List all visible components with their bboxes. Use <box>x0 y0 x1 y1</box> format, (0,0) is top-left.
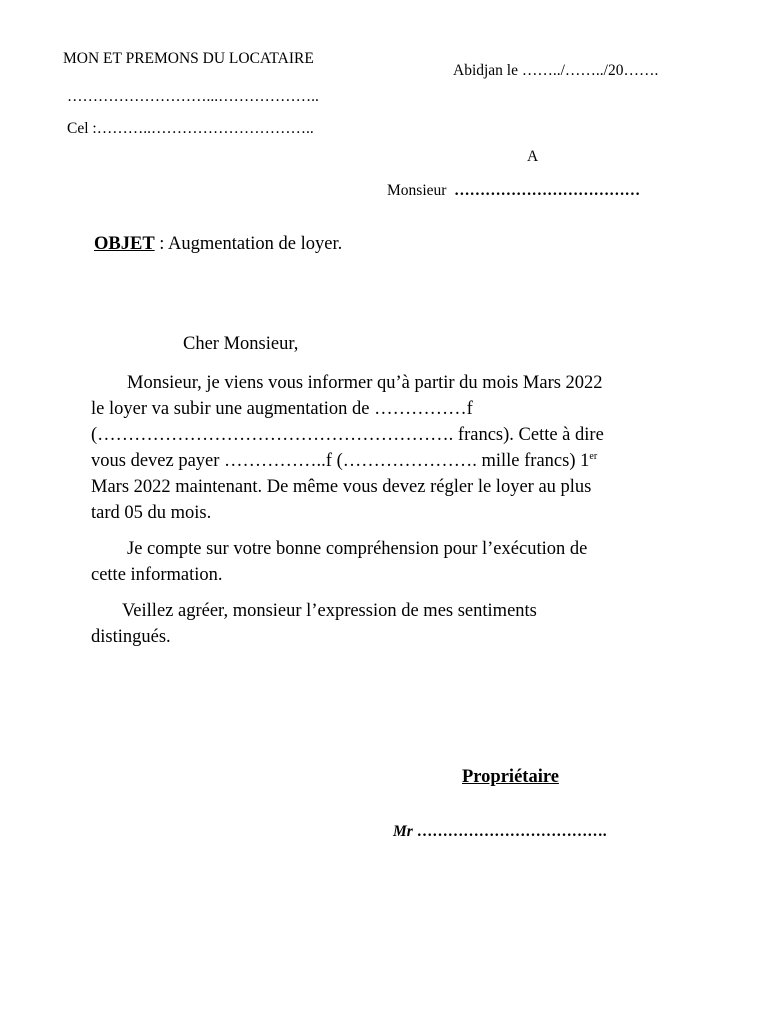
paragraph-line-text: vous devez payer ……………..f (…………………. mille francs) 1 <box>91 451 590 471</box>
tenant-name-label: MON ET PREMONS DU LOCATAIRE <box>63 50 314 67</box>
tenant-address-line: ………………………...……………….. <box>67 88 319 105</box>
subject-line <box>94 234 342 255</box>
subject-text: Augmentation de loyer. <box>168 234 343 254</box>
recipient-a: A <box>527 148 539 165</box>
salutation: Cher Monsieur, <box>183 334 299 354</box>
paragraph-line: (…………………………………………………. francs). Cette à dire <box>91 425 604 445</box>
paragraph-line: Je compte sur votre bonne compréhension pour l’exécution de <box>127 539 588 559</box>
paragraph-line: Monsieur, je viens vous informer qu’à partir du mois Mars 2022 <box>127 373 603 393</box>
recipient-line <box>387 182 640 200</box>
paragraph-line <box>91 448 691 474</box>
recipient-name-dots: ……………………………… <box>454 182 641 199</box>
paragraph-line: cette information. <box>91 565 223 585</box>
ordinal-superscript: er <box>589 451 598 462</box>
tenant-phone-line: Cel :………..………………………….. <box>67 120 314 137</box>
paragraph-line: distingués. <box>91 627 171 647</box>
signature-title: Propriétaire <box>462 767 559 787</box>
body-paragraph-1 <box>91 370 691 526</box>
place-date-line: Abidjan le ……../……../20……. <box>453 62 659 79</box>
recipient-monsieur-label: Monsieur <box>387 182 447 199</box>
paragraph-line: Mars 2022 maintenant. De même vous devez régler le loyer au plus <box>91 477 592 497</box>
paragraph-line: Veillez agréer, monsieur l’expression de mes sentiments <box>122 601 537 621</box>
paragraph-line: tard 05 du mois. <box>91 503 212 523</box>
signature-mr-label: Mr <box>393 823 413 840</box>
body-paragraph-3 <box>91 598 691 650</box>
subject-label: OBJET <box>94 234 155 254</box>
body-paragraph-2 <box>91 536 691 588</box>
signature-name-line <box>393 823 607 841</box>
paragraph-line: le loyer va subir une augmentation de ……………f <box>91 399 473 419</box>
signature-name-dots: ………………………………. <box>412 823 607 840</box>
subject-separator: : <box>154 234 169 254</box>
